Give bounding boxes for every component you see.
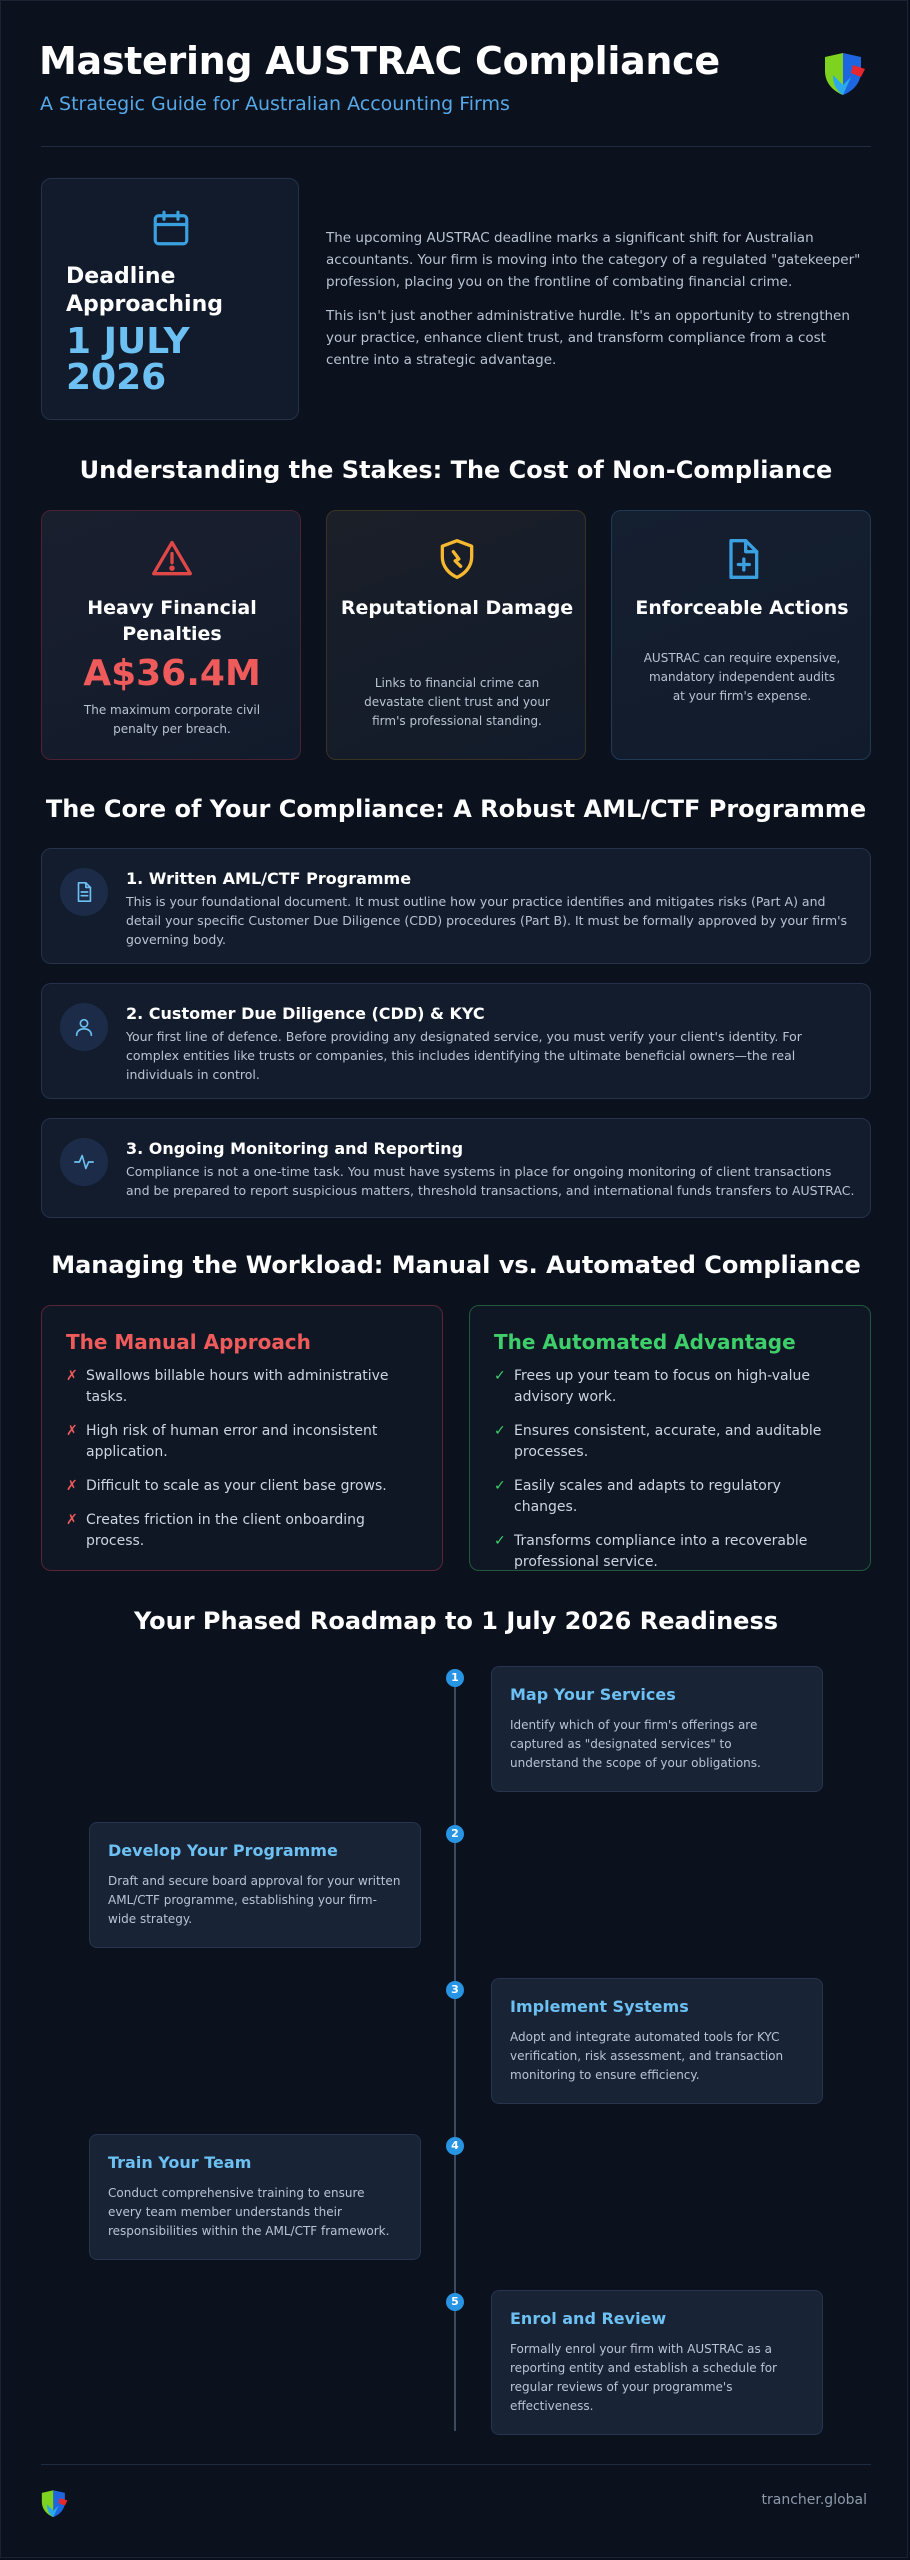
- programme-icon-badge: [60, 1138, 108, 1186]
- step-desc: Adopt and integrate automated tools for KYC verification, risk assessment, and transaction monitoring to ensure efficiency.: [510, 2030, 784, 2082]
- document-icon: [73, 881, 95, 903]
- programme-icon-badge: [60, 1003, 108, 1051]
- shield-logo-icon: [821, 51, 867, 101]
- programme-desc: This is your foundational document. It must outline how your practice identifies and mitigates risks (Part A) and detail your specific Customer Due Diligence (CDD) procedures (Part B). It must be formally approved by your firm's governing body.: [126, 894, 848, 947]
- check-icon: ✓: [494, 1478, 506, 1494]
- timeline-marker: 3: [446, 1981, 464, 1999]
- check-icon: ✓: [494, 1533, 506, 1549]
- roadmap-step: [89, 2134, 421, 2260]
- programme-icon-badge: [60, 868, 108, 916]
- roadmap-step: [89, 1822, 421, 1948]
- stake-card-financial: [41, 510, 301, 760]
- list-item-text: Frees up your team to focus on high-value advisory work.: [514, 1368, 811, 1405]
- timeline-marker: 4: [446, 2137, 464, 2155]
- page-title: Mastering AUSTRAC Compliance: [39, 39, 720, 83]
- step-desc: Formally enrol your firm with AUSTRAC as a reporting entity and establish a schedule for regular reviews of your programme's effectiveness.: [510, 2342, 777, 2413]
- activity-icon: [73, 1151, 95, 1173]
- automated-title: The Automated Advantage: [494, 1330, 796, 1354]
- list-item-text: Swallows billable hours with administrative tasks.: [86, 1368, 389, 1405]
- workload-heading: Managing the Workload: Manual vs. Automated Compliance: [51, 1251, 861, 1279]
- list-item: [494, 1476, 844, 1518]
- manual-list: [66, 1366, 416, 1565]
- list-item: [66, 1366, 416, 1408]
- list-item-text: Transforms compliance into a recoverable professional service.: [514, 1533, 808, 1570]
- list-item: [66, 1421, 416, 1463]
- programme-item: [41, 848, 871, 964]
- intro-text: [326, 227, 871, 383]
- stake-card-reputation: [326, 510, 586, 760]
- timeline-marker: 5: [446, 2293, 464, 2311]
- programme-heading: The Core of Your Compliance: A Robust AML/CTF Programme: [45, 795, 867, 823]
- programme-title: 3. Ongoing Monitoring and Reporting: [126, 1139, 464, 1158]
- header-divider: [41, 146, 871, 147]
- cross-icon: ✗: [66, 1478, 78, 1494]
- list-item: [66, 1510, 416, 1552]
- step-title: Develop Your Programme: [108, 1841, 338, 1860]
- list-item: [494, 1531, 844, 1573]
- programme-title: 2. Customer Due Diligence (CDD) & KYC: [126, 1004, 485, 1023]
- roadmap-step: [491, 2290, 823, 2435]
- calendar-icon: [150, 207, 192, 249]
- manual-approach-card: [41, 1305, 443, 1571]
- step-title: Implement Systems: [510, 1997, 689, 2016]
- check-icon: ✓: [494, 1423, 506, 1439]
- step-title: Enrol and Review: [510, 2309, 667, 2328]
- list-item-text: High risk of human error and inconsistent application.: [86, 1423, 378, 1460]
- stake-title: Reputational Damage: [340, 597, 574, 619]
- page-subtitle: A Strategic Guide for Australian Accounting Firms: [40, 93, 510, 115]
- stake-title: Enforceable Actions: [635, 597, 849, 619]
- automated-list: [494, 1366, 844, 1586]
- step-desc: Draft and secure board approval for your written AML/CTF programme, establishing your firm-wide strategy.: [108, 1874, 401, 1926]
- automated-advantage-card: [469, 1305, 871, 1571]
- list-item: [494, 1366, 844, 1408]
- intro-paragraph-2: This isn't just another administrative hurdle. It's an opportunity to strengthen your practice, enhance client trust, and transform compliance from a cost centre into a strategic advantage.: [326, 308, 850, 368]
- step-title: Map Your Services: [510, 1685, 676, 1704]
- shield-broken-icon: [435, 537, 479, 581]
- cross-icon: ✗: [66, 1512, 78, 1528]
- list-item-text: Ensures consistent, accurate, and auditable processes.: [514, 1423, 822, 1460]
- step-title: Train Your Team: [108, 2153, 252, 2172]
- deadline-card: [41, 178, 299, 420]
- deadline-label: Deadline Approaching: [66, 264, 223, 317]
- stake-desc: Links to financial crime can devastate client trust and your firm's professional standing.: [364, 676, 550, 728]
- list-item: [494, 1421, 844, 1463]
- stake-title: Heavy Financial Penalties: [87, 597, 257, 645]
- stake-desc: AUSTRAC can require expensive, mandatory independent audits at your firm's expense.: [643, 651, 841, 703]
- roadmap-step: [491, 1978, 823, 2104]
- programme-title: 1. Written AML/CTF Programme: [126, 869, 412, 888]
- programme-item: [41, 1118, 871, 1218]
- footer-divider: [41, 2464, 871, 2465]
- timeline-line: [454, 1671, 456, 2431]
- programme-desc: Your first line of defence. Before providing any designated service, you must verify your client's identity. For complex entities like trusts or companies, this includes identifying the ultimate beneficial owners—the real individuals in control.: [126, 1029, 802, 1082]
- list-item-text: Difficult to scale as your client base grows.: [86, 1478, 387, 1494]
- stakes-heading: Understanding the Stakes: The Cost of Non-Compliance: [79, 456, 833, 484]
- roadmap-heading: Your Phased Roadmap to 1 July 2026 Readiness: [133, 1607, 779, 1635]
- timeline-marker: 2: [446, 1825, 464, 1843]
- intro-paragraph-1: The upcoming AUSTRAC deadline marks a significant shift for Australian accountants. Your firm is moving into the category of a regulated "gatekeeper" profession, placing you on the frontline of combating financial crime.: [326, 230, 861, 290]
- cross-icon: ✗: [66, 1423, 78, 1439]
- check-icon: ✓: [494, 1368, 506, 1384]
- list-item: [66, 1476, 416, 1497]
- list-item-text: Easily scales and adapts to regulatory changes.: [514, 1478, 781, 1515]
- user-icon: [73, 1016, 95, 1038]
- document-plus-icon: [720, 537, 764, 581]
- programme-desc: Compliance is not a one-time task. You must have systems in place for ongoing monitoring of client transactions and be prepared to report suspicious matters, threshold transactions, and international funds transfers to AUSTRAC.: [126, 1164, 855, 1198]
- penalty-amount: A$36.4M: [83, 653, 261, 694]
- timeline-marker: 1: [446, 1669, 464, 1687]
- step-desc: Identify which of your firm's offerings are captured as "designated services" to understand the scope of your obligations.: [510, 1718, 761, 1770]
- step-desc: Conduct comprehensive training to ensure every team member understands their responsibilities within the AML/CTF framework.: [108, 2186, 390, 2238]
- stake-desc: The maximum corporate civil penalty per breach.: [83, 703, 261, 736]
- deadline-date: 1 JULY 2026: [66, 321, 190, 398]
- cross-icon: ✗: [66, 1368, 78, 1384]
- warning-icon: [150, 537, 194, 581]
- list-item-text: Creates friction in the client onboarding process.: [86, 1512, 365, 1549]
- footer-url[interactable]: trancher.global: [761, 2492, 867, 2508]
- manual-title: The Manual Approach: [66, 1330, 311, 1354]
- stake-card-enforcement: [611, 510, 871, 760]
- roadmap-step: [491, 1666, 823, 1792]
- shield-logo-icon: [39, 2489, 69, 2521]
- programme-item: [41, 983, 871, 1099]
